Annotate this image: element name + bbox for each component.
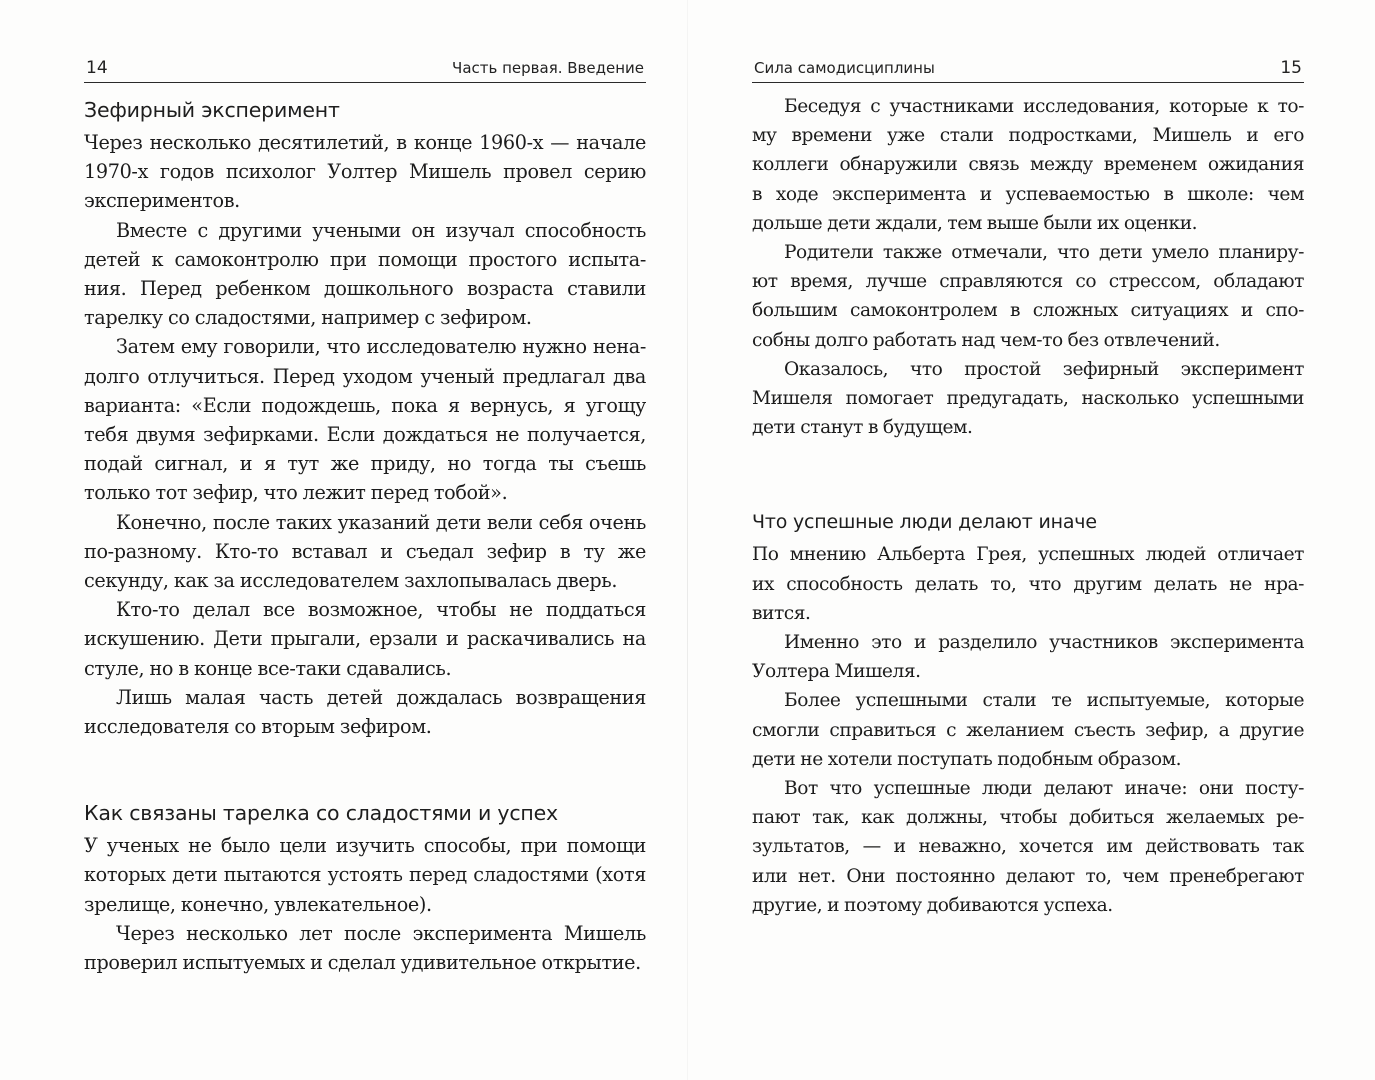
text-line: собны долго работать над чем-то без отвлечений. — [752, 329, 1220, 351]
text-line: в ходе эксперимента и успеваемостью в школе: чем — [752, 183, 1304, 205]
text-line: подай сигнал, и я тут же приду, но тогда ты съешь — [84, 452, 646, 476]
text-line: исследователя со вторым зефиром. — [84, 715, 432, 739]
text-line: Затем ему говорили, что исследователю нужно нена- — [116, 335, 646, 359]
text-line: Оказалось, что простой зефирный эксперимент — [784, 358, 1304, 380]
text-line: Именно это и разделило участников эксперимента — [784, 632, 1304, 654]
text-line: По мнению Альберта Грея, успешных людей отличает — [752, 544, 1304, 566]
text-line: ния. Перед ребенком дошкольного возраста ставили — [84, 277, 646, 301]
right-running-title: Сила самодисциплины — [754, 59, 935, 77]
text-line: зультатов, — и неважно, хочется им действовать так — [752, 836, 1304, 858]
paragraph — [752, 238, 1304, 355]
text-line: Через несколько десятилетий, в конце 1960-х — начале — [84, 131, 646, 154]
text-line: долго отлучиться. Перед уходом ученый предлагал два — [84, 364, 646, 388]
paragraph — [84, 216, 646, 333]
left-page — [84, 0, 646, 1080]
text-line: Вместе с другими учеными он изучал способность — [116, 218, 646, 242]
text-line: Кто-то делал все возможное, чтобы не поддаться — [116, 598, 646, 622]
paragraph — [752, 686, 1304, 774]
text-line: тебя двумя зефирками. Если дождаться не получается, — [84, 423, 646, 447]
text-line: их способность делать то, что другим делать не нра- — [752, 573, 1304, 595]
text-line: другие, и поэтому добиваются успеха. — [752, 894, 1113, 916]
text-line: только тот зефир, что лежит перед тобой». — [84, 481, 508, 505]
text-line: экспериментов. — [84, 189, 240, 213]
section-spacer — [84, 741, 646, 795]
section-heading: Что успешные люди делают иначе — [752, 511, 1097, 534]
left-running-title: Часть первая. Введение — [452, 59, 644, 77]
right-page-number: 15 — [1280, 58, 1302, 78]
section-heading: Зефирный эксперимент — [84, 98, 340, 122]
right-page-body — [752, 92, 1304, 920]
text-line: У ученых не было цели изучить способы, при помощи — [84, 834, 646, 858]
paragraph — [84, 683, 646, 741]
paragraph — [84, 128, 646, 216]
text-line: Через несколько лет после эксперимента Мишель — [116, 921, 646, 945]
text-line: Мишеля помогает предугадать, насколько успешными — [752, 388, 1304, 410]
paragraph — [752, 628, 1304, 686]
text-line: искушению. Дети прыгали, ерзали и раскачивались на — [84, 627, 646, 651]
text-line: Беседуя с участниками исследования, которые к то- — [784, 96, 1304, 117]
text-line: Родители также отмечали, что дети умело планиру- — [784, 242, 1304, 264]
left-page-body — [84, 92, 646, 977]
text-line: стуле, но в конце все-таки сдавались. — [84, 656, 452, 680]
paragraph — [752, 774, 1304, 920]
right-page — [752, 0, 1304, 1080]
paragraph — [84, 508, 646, 596]
text-line: ют время, лучше справляются со стрессом, обладают — [752, 271, 1304, 293]
text-line: по-разному. Кто-то вставал и съедал зефир в ту же — [84, 539, 646, 563]
paragraph — [752, 540, 1304, 628]
text-line: смогли справиться с желанием съесть зефир, а другие — [752, 719, 1304, 741]
text-line: которых дети пытаются устоять перед сладостями (хотя — [84, 863, 646, 887]
text-line: пают так, как должны, чтобы добиться желаемых ре- — [752, 807, 1304, 829]
text-line: Уолтера Мишеля. — [752, 661, 921, 683]
text-line: детей к самоконтролю при помощи простого испыта- — [84, 247, 646, 271]
text-line: проверил испытуемых и сделал удивительное открытие. — [84, 951, 641, 975]
text-line: дети не хотели поступать подобным образом. — [752, 748, 1182, 770]
text-line: Более успешными стали те испытуемые, которые — [784, 690, 1304, 712]
book-gutter — [687, 0, 688, 1080]
paragraph — [84, 595, 646, 683]
text-line: му времени уже стали подростками, Мишель и его — [752, 125, 1304, 147]
left-running-head — [84, 56, 646, 83]
text-line: 1970-х годов психолог Уолтер Мишель провел серию — [84, 160, 646, 184]
text-line: дольше дети ждали, тем выше были их оценки. — [752, 212, 1198, 234]
text-line: вится. — [752, 602, 811, 624]
right-running-head — [752, 56, 1304, 83]
left-page-number: 14 — [86, 58, 108, 78]
text-line: Вот что успешные люди делают иначе: они посту- — [784, 778, 1304, 800]
text-line: большим самоконтролем в сложных ситуациях и спо- — [752, 300, 1304, 322]
text-line: или нет. Они постоянно делают то, чем пренебрегают — [752, 865, 1304, 887]
text-line: зрелище, конечно, увлекательное). — [84, 892, 432, 916]
paragraph — [752, 355, 1304, 443]
text-line: Конечно, после таких указаний дети вели себя очень — [116, 510, 646, 534]
text-line: секунду, как за исследователем захлопывалась дверь. — [84, 569, 618, 593]
paragraph — [84, 332, 646, 507]
text-line: дети станут в будущем. — [752, 417, 973, 439]
text-line: тарелку со сладостями, например с зефиром. — [84, 306, 532, 330]
text-line: коллеги обнаружили связь между временем ожидания — [752, 154, 1304, 176]
text-line: варианта: «Если подождешь, пока я вернусь, я угощу — [84, 393, 646, 417]
section-spacer — [752, 442, 1304, 504]
paragraph — [84, 831, 646, 919]
paragraph — [84, 919, 646, 977]
section-heading: Как связаны тарелка со сладостями и успех — [84, 801, 558, 826]
text-line: Лишь малая часть детей дождалась возвращения — [116, 685, 646, 709]
paragraph — [752, 92, 1304, 238]
